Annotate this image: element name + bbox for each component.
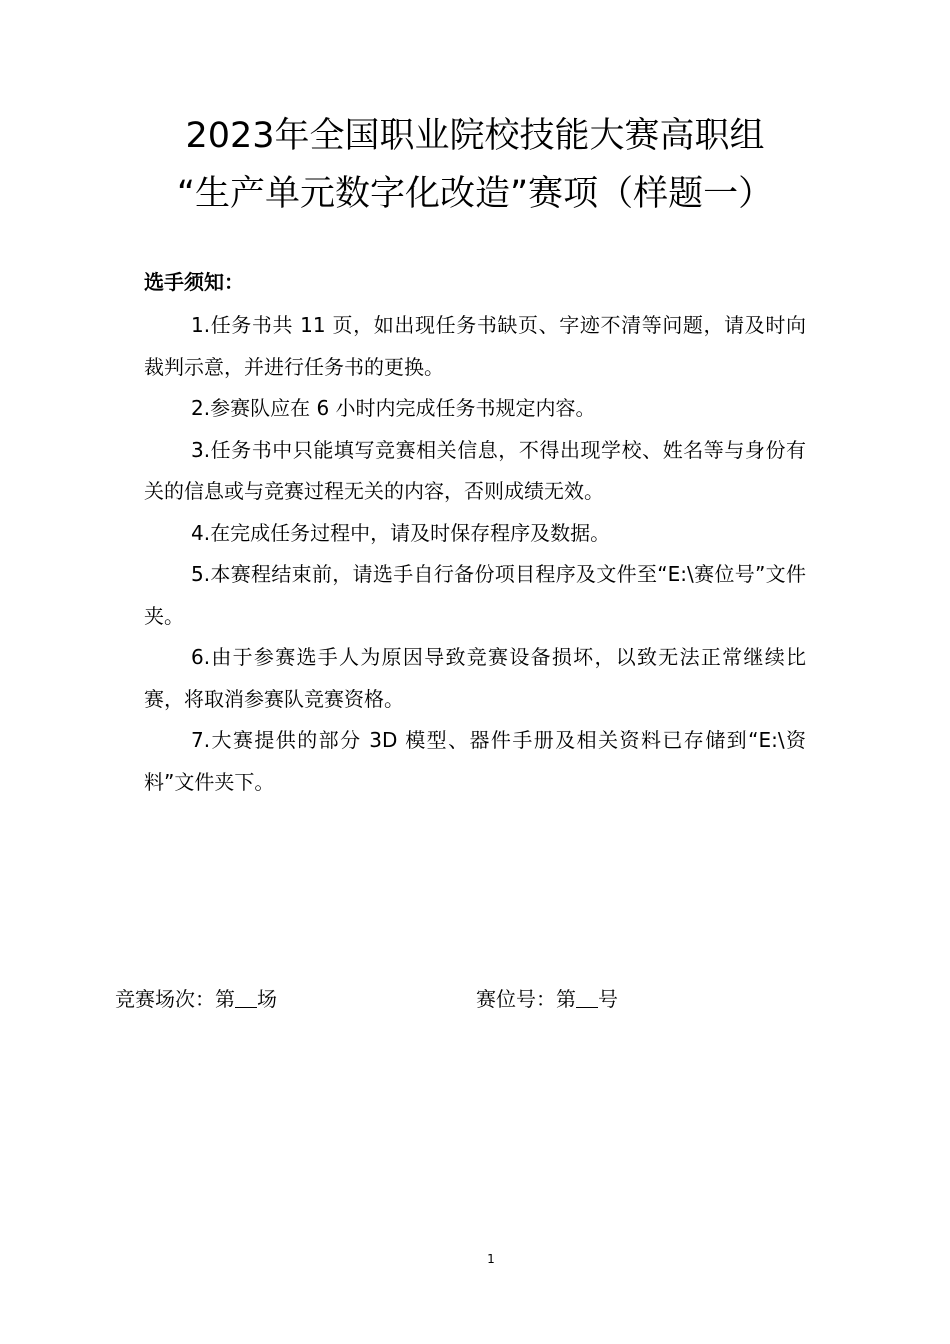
- document-title-line-1: 2023年全国职业院校技能大赛高职组: [185, 116, 765, 156]
- notice-list: [144, 305, 806, 803]
- notice-item-2: 2.参赛队应在 6 小时内完成任务书规定内容。: [191, 396, 596, 420]
- competition-session-field: [115, 984, 277, 1014]
- notice-item-3: 3.任务书中只能填写竞赛相关信息，不得出现学校、姓名等与身份有关的信息或与竞赛过程无关的内容，否则成绩无效。: [144, 437, 806, 503]
- seat-number-suffix: 号: [598, 987, 618, 1011]
- seat-number-field: [476, 984, 618, 1014]
- page-number: 1: [487, 1252, 495, 1266]
- competition-session-suffix: 场: [257, 987, 277, 1011]
- seat-number-blank[interactable]: [576, 987, 598, 1008]
- notice-item-1: 1.任务书共 11 页，如出现任务书缺页、字迹不清等问题，请及时向裁判示意，并进行任务书的更换。: [144, 313, 806, 379]
- notice-item-4: 4.在完成任务过程中，请及时保存程序及数据。: [191, 520, 611, 545]
- competition-session-label: 竞赛场次：第: [115, 987, 235, 1011]
- notice-heading: 选手须知：: [144, 270, 244, 294]
- notice-item-5: 5.本赛程结束前，请选手自行备份项目程序及文件至“E:\赛位号”文件夹。: [144, 562, 806, 628]
- seat-number-label: 赛位号：第: [476, 987, 576, 1011]
- competition-session-blank[interactable]: [235, 987, 257, 1008]
- document-title-line-2: “生产单元数字化改造”赛项（样题一）: [176, 174, 774, 214]
- notice-item-7: 7.大赛提供的部分 3D 模型、器件手册及相关资料已存储到“E:\资料”文件夹下。: [144, 728, 806, 794]
- notice-item-6: 6.由于参赛选手人为原因导致竞赛设备损坏，以致无法正常继续比赛，将取消参赛队竞赛资格。: [144, 645, 806, 711]
